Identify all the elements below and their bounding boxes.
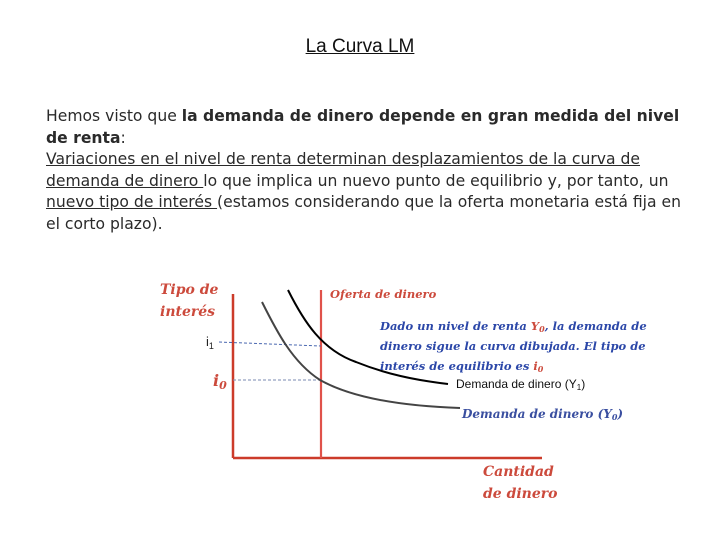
underlined-variations: Variaciones en el nivel de renta determinan desplazamientos de la curva de demanda de dinero (46, 150, 640, 190)
x-axis-label-line1: Cantidad (483, 464, 554, 480)
intro-text: Hemos visto que (46, 107, 182, 125)
y-axis-label-line1: Tipo de (160, 282, 219, 298)
annotation-line2: dinero sigue la curva dibujada. El tipo de (380, 339, 646, 353)
underlined-new-rate: nuevo tipo de interés (46, 193, 218, 211)
colon: : (120, 128, 126, 147)
slide-title-text: La Curva LM (305, 36, 415, 57)
annotation-line3: interés de equilibrio es i0 (380, 359, 544, 374)
bold-statement: la demanda de dinero depende en gran medida del nivel de renta (46, 107, 680, 147)
i1-dashed-line (219, 342, 321, 346)
x-axis-label-line2: de dinero (483, 486, 558, 502)
implication-text: lo que implica un nuevo punto de equilibrio y, por tanto, un (203, 171, 669, 190)
i1-label: $i_1$ (206, 334, 214, 351)
demand-y0-label: Demanda de dinero (Y0) (462, 407, 624, 422)
annotation-line1: Dado un nivel de renta Y0, la demanda de (380, 319, 647, 334)
demand-curve-y0 (262, 302, 460, 408)
assumption-text: (estamos considerando que la oferta monetaria está fija en el corto plazo). (46, 193, 681, 233)
money-supply-label: Oferta de dinero (330, 287, 437, 301)
demand-y1-label: Demanda de dinero (Y1) (456, 377, 586, 392)
i0-label: i0 (213, 371, 227, 392)
y-axis-label-line2: interés (160, 304, 216, 320)
